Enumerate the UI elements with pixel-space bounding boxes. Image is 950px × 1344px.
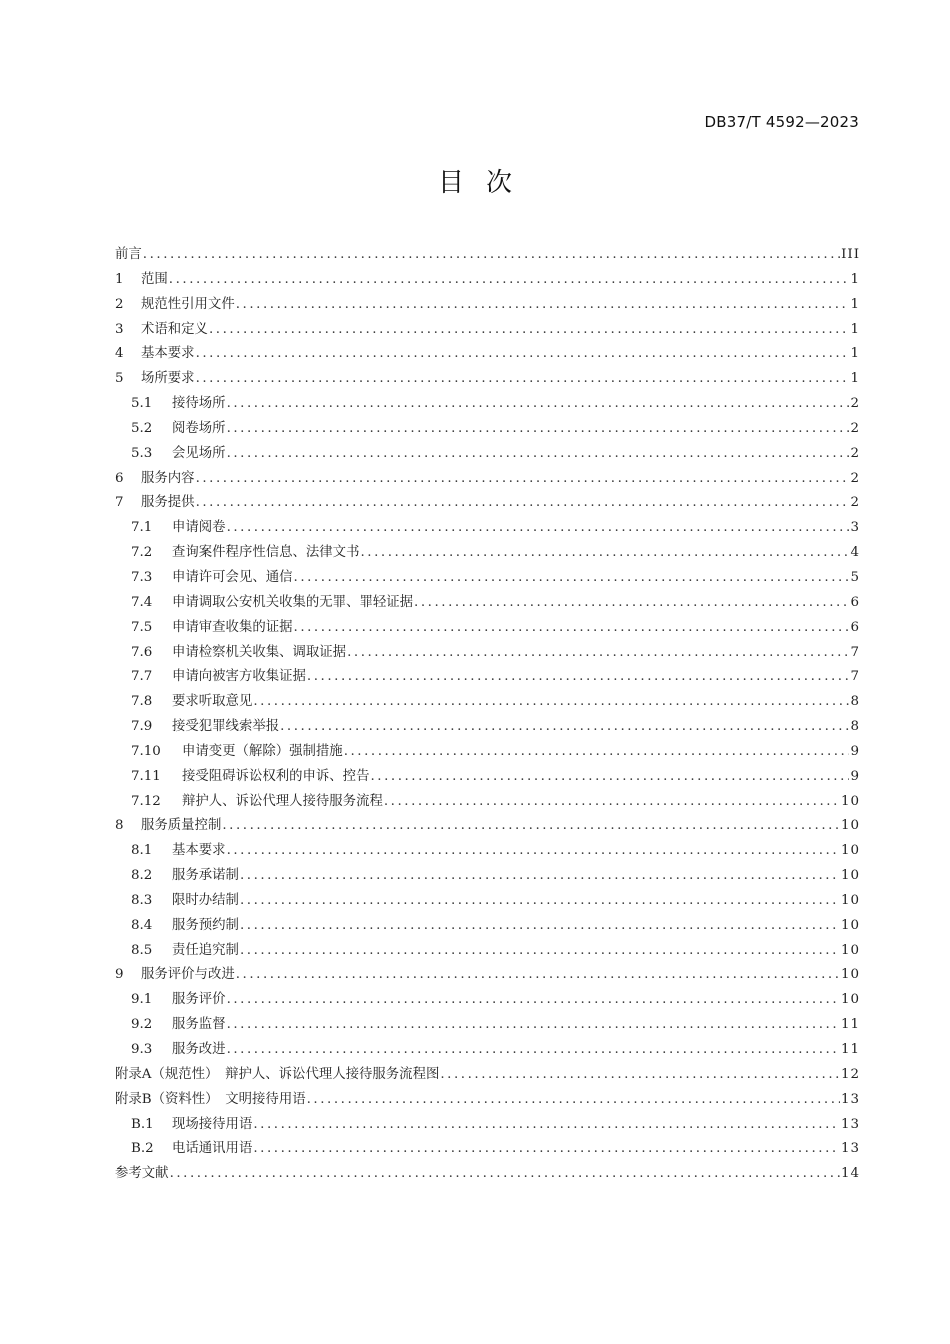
toc-entry[interactable] xyxy=(115,516,860,541)
toc-entry-page-number: 9 xyxy=(850,743,860,759)
dot-leader xyxy=(253,690,849,715)
toc-entry-number: 9.3 xyxy=(131,1042,153,1057)
toc-entry-number: 7.1 xyxy=(131,520,153,536)
toc-entry-page-number: III xyxy=(841,247,860,262)
toc-entry[interactable] xyxy=(115,988,860,1013)
toc-entry-number: 7.2 xyxy=(131,545,153,561)
toc-entry[interactable] xyxy=(115,839,860,864)
dot-leader xyxy=(344,740,850,765)
toc-entry-number: 7.4 xyxy=(131,594,153,610)
dot-leader xyxy=(196,367,850,392)
dot-leader xyxy=(196,342,850,367)
toc-entry-title: 阅卷场所 xyxy=(172,420,226,436)
toc-entry-number: 5.2 xyxy=(131,420,153,436)
toc-entry-title: 服务内容 xyxy=(141,470,195,486)
toc-entry[interactable] xyxy=(115,1038,860,1063)
toc-entry-title: 服务承诺制 xyxy=(172,868,239,884)
toc-entry[interactable] xyxy=(115,318,860,343)
toc-entry-page-number: 2 xyxy=(850,495,860,511)
toc-entry-page-number: 1 xyxy=(850,371,860,387)
toc-entry-title: 申请阅卷 xyxy=(172,520,226,536)
toc-entry-page-number: 10 xyxy=(840,992,860,1008)
toc-entry[interactable] xyxy=(115,715,860,740)
toc-entry[interactable] xyxy=(115,765,860,790)
toc-entry-number: 8 xyxy=(115,818,124,834)
toc-entry-title: 申请审查收集的证据 xyxy=(172,619,293,635)
toc-entry-page-number: 7 xyxy=(850,644,860,660)
dot-leader xyxy=(227,839,840,864)
toc-entry[interactable] xyxy=(115,1088,860,1113)
toc-entry-title: 会见场所 xyxy=(172,445,226,461)
toc-entry[interactable] xyxy=(115,814,860,839)
toc-entry-number: 8.1 xyxy=(131,843,153,859)
toc-entry[interactable] xyxy=(115,641,860,666)
toc-entry-title: 责任追究制 xyxy=(172,942,239,958)
toc-entry-number: 7.12 xyxy=(131,793,161,809)
toc-entry-page-number: 10 xyxy=(840,868,860,884)
dot-leader xyxy=(307,1088,840,1113)
toc-entry-page-number: 2 xyxy=(850,445,860,461)
toc-entry-title: 服务提供 xyxy=(141,495,195,511)
dot-leader xyxy=(240,939,840,964)
toc-entry[interactable] xyxy=(115,1113,860,1138)
toc-entry-title: 服务评价与改进 xyxy=(141,967,235,983)
toc-entry-page-number: 10 xyxy=(840,843,860,859)
dot-leader xyxy=(227,1013,840,1038)
toc-entry[interactable] xyxy=(115,467,860,492)
toc-entry[interactable] xyxy=(115,268,860,293)
toc-entry-page-number: 1 xyxy=(850,271,860,287)
toc-entry-number: 3 xyxy=(115,321,124,337)
toc-entry[interactable] xyxy=(115,491,860,516)
toc-entry-number: 8.5 xyxy=(131,942,153,958)
dot-leader xyxy=(414,591,849,616)
dot-leader xyxy=(253,1137,840,1162)
toc-entry-page-number: 10 xyxy=(840,793,860,809)
toc-entry-number: 5.1 xyxy=(131,396,153,412)
toc-entry-title: 申请变更（解除）强制措施 xyxy=(182,743,343,759)
dot-leader xyxy=(196,491,850,516)
toc-entry[interactable] xyxy=(115,939,860,964)
toc-entry[interactable] xyxy=(115,392,860,417)
toc-entry-number: 1 xyxy=(115,271,124,287)
toc-entry-page-number: 6 xyxy=(850,619,860,635)
dot-leader xyxy=(236,963,840,988)
toc-entry-number: 7.6 xyxy=(131,644,153,660)
toc-entry-title: 接受阻碍诉讼权利的申诉、控告 xyxy=(182,768,370,784)
toc-entry[interactable] xyxy=(115,541,860,566)
toc-entry-title: 基本要求 xyxy=(172,843,226,859)
toc-entry-number: 9.1 xyxy=(131,992,153,1008)
dot-leader xyxy=(227,417,850,442)
toc-entry-page-number: 6 xyxy=(850,594,860,610)
toc-entry-number: 5.3 xyxy=(131,445,153,461)
toc-entry-number: 7.7 xyxy=(131,669,153,685)
toc-entry[interactable] xyxy=(115,293,860,318)
toc-entry-page-number: 12 xyxy=(840,1066,860,1082)
dot-leader xyxy=(347,641,849,666)
dot-leader xyxy=(240,889,840,914)
toc-entry[interactable] xyxy=(115,790,860,815)
toc-entry-title: 服务预约制 xyxy=(172,917,239,933)
toc-entry-title: 术语和定义 xyxy=(141,321,208,337)
toc-entry[interactable] xyxy=(115,1137,860,1162)
toc-entry-page-number: 8 xyxy=(850,694,860,710)
dot-leader xyxy=(370,765,849,790)
toc-entry-page-number: 11 xyxy=(840,1017,860,1033)
dot-leader xyxy=(222,814,840,839)
toc-entry-title: 限时办结制 xyxy=(172,892,239,908)
toc-entry-title: 要求听取意见 xyxy=(172,694,253,710)
toc-entry[interactable] xyxy=(115,690,860,715)
dot-leader xyxy=(280,715,849,740)
toc-entry-title: 服务评价 xyxy=(172,992,226,1008)
toc-entry-page-number: 7 xyxy=(850,669,860,685)
toc-entry-page-number: 9 xyxy=(850,768,860,784)
toc-entry-number: 7.5 xyxy=(131,619,153,635)
toc-entry-title: 规范性引用文件 xyxy=(141,296,235,312)
toc-entry-page-number: 1 xyxy=(850,296,860,312)
toc-entry-page-number: 10 xyxy=(840,917,860,933)
toc-entry[interactable] xyxy=(115,566,860,591)
toc-entry[interactable] xyxy=(115,243,860,268)
toc-entry-number: 7.10 xyxy=(131,743,161,759)
toc-entry-title: 接待场所 xyxy=(172,396,226,412)
toc-entry-title: 基本要求 xyxy=(141,346,195,362)
toc-entry[interactable] xyxy=(115,616,860,641)
toc-entry-title: 申请检察机关收集、调取证据 xyxy=(172,644,347,660)
toc-entry-title: 申请许可会见、通信 xyxy=(172,569,293,585)
toc-entry-number: 8.3 xyxy=(131,892,153,908)
toc-entry-number: 9.2 xyxy=(131,1017,153,1033)
toc-entry-page-number: 10 xyxy=(840,942,860,958)
toc-entry-page-number: 13 xyxy=(840,1141,860,1157)
toc-entry-page-number: 2 xyxy=(850,470,860,486)
toc-entry-title: 参考文献 xyxy=(115,1166,169,1182)
toc-entry-number: 7.3 xyxy=(131,569,153,585)
toc-entry[interactable] xyxy=(115,889,860,914)
dot-leader xyxy=(240,914,840,939)
toc-entry[interactable] xyxy=(115,442,860,467)
toc-entry-number: 5 xyxy=(115,371,124,387)
dot-leader xyxy=(307,665,850,690)
dot-leader xyxy=(209,318,850,343)
toc-entry-page-number: 5 xyxy=(850,569,860,585)
dot-leader xyxy=(169,268,850,293)
toc-entry[interactable] xyxy=(115,367,860,392)
dot-leader xyxy=(236,293,850,318)
toc-entry-title: 服务改进 xyxy=(172,1042,226,1057)
toc-entry-title: 现场接待用语 xyxy=(172,1116,253,1132)
toc-entry-page-number: 1 xyxy=(850,321,860,337)
dot-leader xyxy=(196,467,850,492)
toc-entry-title: 服务监督 xyxy=(172,1017,226,1033)
toc-entry[interactable] xyxy=(115,1162,860,1187)
table-of-contents xyxy=(115,243,860,1187)
toc-entry[interactable] xyxy=(115,417,860,442)
toc-entry-number: 7.9 xyxy=(131,719,153,735)
dot-leader xyxy=(384,790,840,815)
toc-entry-title: 查询案件程序性信息、法律文书 xyxy=(172,545,360,561)
toc-entry-number: 2 xyxy=(115,296,124,312)
dot-leader xyxy=(227,988,840,1013)
dot-leader xyxy=(227,516,850,541)
toc-entry[interactable] xyxy=(115,914,860,939)
toc-entry-title: 辩护人、诉讼代理人接待服务流程图 xyxy=(225,1066,440,1082)
dot-leader xyxy=(227,392,850,417)
toc-entry-page-number: 13 xyxy=(840,1091,860,1107)
dot-leader xyxy=(294,616,850,641)
toc-entry-page-number: 3 xyxy=(850,520,860,536)
toc-entry-title: 服务质量控制 xyxy=(141,818,222,834)
toc-entry-page-number: 2 xyxy=(850,396,860,412)
dot-leader xyxy=(227,1038,840,1063)
dot-leader xyxy=(253,1113,840,1138)
toc-entry-number: 7.8 xyxy=(131,694,153,710)
toc-entry-number: 9 xyxy=(115,967,124,983)
toc-entry[interactable] xyxy=(115,740,860,765)
dot-leader xyxy=(360,541,849,566)
toc-entry-title: 辩护人、诉讼代理人接待服务流程 xyxy=(182,793,383,809)
toc-entry-title: 场所要求 xyxy=(141,371,195,387)
toc-entry-number: 8.2 xyxy=(131,868,153,884)
toc-entry-number: 附录B（资料性） xyxy=(115,1091,226,1107)
dot-leader xyxy=(240,864,840,889)
dot-leader xyxy=(440,1063,840,1088)
toc-entry[interactable] xyxy=(115,591,860,616)
toc-entry-page-number: 2 xyxy=(850,420,860,436)
toc-entry-number: 附录A（规范性） xyxy=(115,1066,226,1082)
toc-entry[interactable] xyxy=(115,864,860,889)
toc-entry-title: 接受犯罪线索举报 xyxy=(172,719,280,735)
toc-entry-title: 文明接待用语 xyxy=(225,1091,306,1107)
toc-entry-number: B.1 xyxy=(131,1116,154,1132)
page-title: 目次 xyxy=(437,168,534,198)
toc-entry[interactable] xyxy=(115,963,860,988)
toc-entry-page-number: 10 xyxy=(840,818,860,834)
toc-entry-page-number: 8 xyxy=(850,719,860,735)
dot-leader xyxy=(294,566,850,591)
toc-entry[interactable] xyxy=(115,1013,860,1038)
toc-entry-page-number: 13 xyxy=(840,1116,860,1132)
toc-entry-page-number: 1 xyxy=(850,346,860,362)
toc-entry-number: 7 xyxy=(115,495,124,511)
toc-entry-number: 7.11 xyxy=(131,768,161,784)
toc-entry-page-number: 10 xyxy=(840,967,860,983)
toc-entry-number: 4 xyxy=(115,346,124,362)
toc-entry-number: 8.4 xyxy=(131,917,153,933)
toc-entry-title: 申请调取公安机关收集的无罪、罪轻证据 xyxy=(172,594,414,610)
dot-leader xyxy=(170,1162,840,1187)
dot-leader xyxy=(143,243,840,268)
toc-entry[interactable] xyxy=(115,665,860,690)
toc-entry-number: B.2 xyxy=(131,1141,154,1157)
toc-entry-number: 6 xyxy=(115,470,124,486)
toc-entry-title: 范围 xyxy=(141,271,168,287)
toc-entry-page-number: 10 xyxy=(840,892,860,908)
dot-leader xyxy=(227,442,850,467)
toc-entry-page-number: 4 xyxy=(850,545,860,561)
toc-entry-title: 电话通讯用语 xyxy=(172,1141,253,1157)
document-code: DB37/T 4592—2023 xyxy=(704,113,859,131)
toc-entry[interactable] xyxy=(115,342,860,367)
toc-entry-title: 申请向被害方收集证据 xyxy=(172,669,306,685)
toc-entry-page-number: 11 xyxy=(840,1042,860,1057)
toc-entry[interactable] xyxy=(115,1063,860,1088)
toc-entry-page-number: 14 xyxy=(840,1166,860,1182)
toc-entry-title: 前言 xyxy=(115,247,142,262)
